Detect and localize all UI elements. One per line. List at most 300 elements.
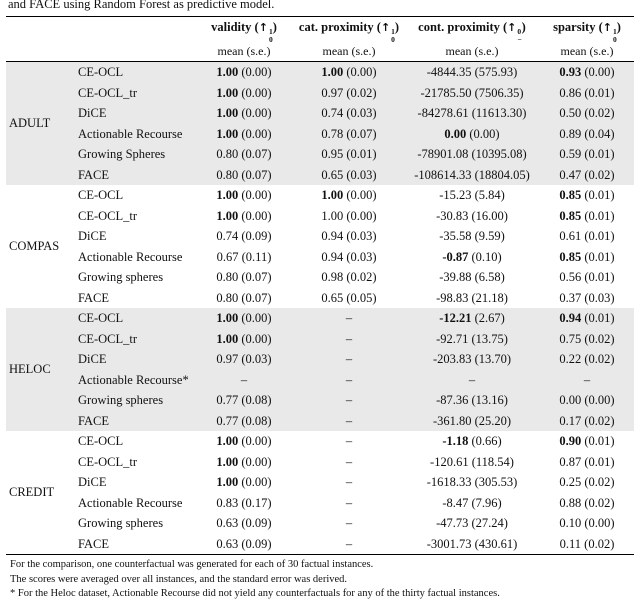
metric-mean: -84278.61 (417, 106, 469, 121)
metric-mean: 0.77 (216, 393, 239, 408)
metric-cell (540, 329, 634, 350)
metric-cell (540, 472, 634, 493)
metric-mean: 0.98 (321, 270, 344, 285)
arrow-bounds: 0 − (517, 26, 522, 44)
metric-cell (540, 411, 634, 432)
method-name: FACE (74, 165, 194, 186)
metric-mean: 0.86 (559, 85, 582, 100)
metric-cell (294, 329, 404, 350)
metric-mean: -4844.35 (426, 65, 472, 80)
arrow-bounds: 1 0 (612, 26, 617, 44)
metric-mean: – (468, 372, 476, 387)
metric-cell (294, 390, 404, 411)
metric-mean: 1.00 (216, 311, 239, 326)
metric-cell (194, 185, 294, 206)
metric-se: (430.61) (471, 536, 518, 551)
metric-se: (0.00) (238, 208, 272, 223)
footnotes-section (10, 558, 634, 601)
table-row (6, 267, 634, 288)
metric-cell (294, 534, 404, 555)
metric-se: (0.00) (238, 311, 272, 326)
metric-mean: -12.21 (439, 311, 472, 326)
metric-mean: 0.63 (216, 516, 239, 531)
metric-mean: -1618.33 (426, 475, 472, 490)
metric-se: (0.02) (581, 413, 615, 428)
metric-mean: 0.25 (559, 475, 582, 490)
column-header-validity (194, 16, 294, 62)
metric-cell (294, 185, 404, 206)
metric-mean: – (345, 311, 353, 326)
metric-se: (0.10) (468, 249, 502, 264)
column-subtitle: mean (s.e.) (322, 44, 376, 59)
metric-cell (194, 329, 294, 350)
method-name: CE-OCL (78, 434, 124, 449)
metric-mean: 1.00 (216, 85, 239, 100)
metric-se: (305.53) (471, 475, 518, 490)
metric-se: (0.03) (581, 290, 615, 305)
metric-cell (194, 534, 294, 555)
metric-cell (194, 62, 294, 83)
metric-mean: -0.87 (442, 249, 469, 264)
metric-se: (0.00) (238, 434, 272, 449)
method-name: CE-OCL (74, 308, 194, 329)
metric-se: (0.08) (238, 413, 272, 428)
metric-mean: 0.83 (216, 495, 239, 510)
metric-mean: 0.88 (559, 495, 582, 510)
metric-cell (540, 267, 634, 288)
metric-cell (404, 411, 540, 432)
column-title: sparsity (↑ 1 0 ) (553, 19, 621, 44)
metric-cell (194, 206, 294, 227)
metric-mean: – (583, 372, 591, 387)
metric-cell (404, 390, 540, 411)
metric-mean: 0.56 (559, 270, 582, 285)
metric-se: (0.00) (581, 393, 615, 408)
metric-se: (13.70) (471, 352, 512, 367)
metric-cell (194, 452, 294, 473)
table-row (6, 226, 634, 247)
metric-cell (194, 226, 294, 247)
table-row (6, 390, 634, 411)
method-name: DiCE (78, 475, 107, 490)
metric-mean: -3001.73 (426, 536, 472, 551)
metric-mean: 0.17 (559, 413, 582, 428)
metric-mean: -108614.33 (414, 167, 472, 182)
metric-cell (404, 513, 540, 534)
metric-mean: 0.94 (559, 311, 582, 326)
metric-se: (0.01) (581, 188, 615, 203)
metric-mean: 0.85 (559, 208, 582, 223)
metric-se: (0.07) (238, 147, 272, 162)
metric-mean: 0.80 (216, 167, 239, 182)
metric-mean: – (345, 393, 353, 408)
metric-mean: 0.00 (559, 393, 582, 408)
metric-cell (294, 349, 404, 370)
metric-se: (0.00) (343, 188, 377, 203)
metric-cell (540, 431, 634, 452)
table-row (6, 144, 634, 165)
metric-mean: 0.77 (216, 413, 239, 428)
table-row (6, 534, 634, 555)
metric-cell (294, 247, 404, 268)
metric-se: (11613.30) (468, 106, 527, 121)
metric-cell (540, 124, 634, 145)
metric-se: (7506.35) (471, 85, 524, 100)
metric-se: (0.02) (581, 167, 615, 182)
metric-cell (294, 206, 404, 227)
metric-se: (0.00) (238, 188, 272, 203)
metric-cell (540, 493, 634, 514)
metric-mean: 1.00 (216, 331, 239, 346)
metric-cell (540, 144, 634, 165)
table-row (6, 206, 634, 227)
metric-se: (0.07) (238, 270, 272, 285)
metric-se: (0.01) (581, 208, 615, 223)
metric-se: (0.03) (343, 167, 377, 182)
table-body (6, 62, 634, 555)
method-name: DiCE (74, 103, 194, 124)
method-name: CE-OCL_tr (78, 454, 138, 469)
dataset-label: HELOC (6, 308, 74, 431)
results-table (6, 16, 634, 556)
arrow-bounds: 1 0 (268, 26, 273, 44)
metric-mean: 0.75 (559, 331, 582, 346)
metric-cell (194, 431, 294, 452)
metric-mean: 0.97 (216, 352, 239, 367)
method-name: CE-OCL (74, 62, 194, 83)
metric-se: (0.03) (343, 106, 377, 121)
metric-mean: -8.47 (442, 495, 469, 510)
metric-cell (404, 83, 540, 104)
metric-cell (540, 513, 634, 534)
table-row (6, 411, 634, 432)
metric-cell (194, 513, 294, 534)
metric-mean: -92.71 (436, 331, 469, 346)
metric-cell (404, 329, 540, 350)
method-name: Growing spheres (74, 390, 194, 411)
metric-cell (294, 144, 404, 165)
up-arrow-icon: ↑ (507, 20, 517, 34)
metric-se: (2.67) (471, 311, 505, 326)
metric-se: (0.01) (343, 147, 377, 162)
metric-se: (0.00) (238, 331, 272, 346)
metric-se: (575.93) (471, 65, 518, 80)
metric-mean: 1.00 (321, 208, 344, 223)
footnote-line: For the comparison, one counterfactual was generated for each of 30 factual instances. (10, 559, 374, 571)
metric-mean: 0.65 (321, 290, 344, 305)
metric-mean: 0.74 (216, 229, 239, 244)
dataset-label: ADULT (6, 62, 74, 186)
metric-mean: – (345, 413, 353, 428)
metric-se: (7.96) (468, 495, 502, 510)
method-name: CE-OCL_tr (78, 208, 138, 223)
metric-cell (404, 308, 540, 329)
metric-se: (25.20) (471, 413, 512, 428)
metric-mean: 0.67 (216, 249, 239, 264)
metric-cell (540, 247, 634, 268)
metric-cell (294, 288, 404, 309)
metric-mean: 0.90 (559, 434, 582, 449)
metric-se: (0.00) (238, 454, 272, 469)
metric-mean: 0.22 (559, 352, 582, 367)
method-name: CE-OCL (78, 188, 124, 203)
metric-cell (404, 431, 540, 452)
metric-mean: 0.94 (321, 229, 344, 244)
metric-mean: 1.00 (216, 65, 239, 80)
metric-se: (0.00) (238, 475, 272, 490)
metric-se: (0.02) (581, 495, 615, 510)
metric-se: (0.01) (581, 229, 615, 244)
table-row (6, 103, 634, 124)
metric-cell (194, 165, 294, 186)
metric-cell (404, 165, 540, 186)
metric-cell (404, 247, 540, 268)
metric-mean: 0.74 (321, 106, 344, 121)
column-header-sparsity (540, 16, 634, 62)
metric-cell (404, 288, 540, 309)
metric-cell (404, 124, 540, 145)
metric-se: (10395.08) (468, 147, 527, 162)
metric-mean: -361.80 (432, 413, 472, 428)
metric-cell (540, 165, 634, 186)
metric-mean: – (240, 372, 248, 387)
up-arrow-icon: ↑ (380, 20, 391, 34)
table-row (6, 185, 634, 206)
metric-cell (194, 144, 294, 165)
table-row (6, 83, 634, 104)
metric-cell (194, 267, 294, 288)
table-row (6, 472, 634, 493)
metric-se: (0.07) (238, 290, 272, 305)
metric-mean: 0.61 (559, 229, 582, 244)
up-arrow-icon: ↑ (258, 20, 268, 34)
metric-se: (0.00) (238, 65, 272, 80)
table-row (6, 247, 634, 268)
column-header-cat-proximity (294, 16, 404, 62)
metric-se: (0.01) (581, 85, 615, 100)
metric-se: (0.00) (466, 126, 500, 141)
metric-cell (404, 534, 540, 555)
metric-mean: 1.00 (216, 208, 239, 223)
metric-cell (540, 62, 634, 83)
metric-mean: – (345, 536, 353, 551)
metric-cell (294, 83, 404, 104)
metric-cell (194, 390, 294, 411)
metric-mean: 0.85 (559, 188, 582, 203)
method-name: CE-OCL_tr (74, 329, 194, 350)
metric-cell (404, 452, 540, 473)
metric-se: (0.02) (581, 106, 615, 121)
method-name: Actionable Recourse (74, 124, 194, 145)
metric-mean: 1.00 (321, 188, 344, 203)
column-title: cat. proximity (↑ 1 0 ) (298, 19, 400, 44)
metric-mean: 0.65 (321, 167, 344, 182)
metric-cell (294, 124, 404, 145)
metric-cell (404, 493, 540, 514)
metric-se: (0.08) (238, 393, 272, 408)
table-row (6, 124, 634, 145)
metric-mean: -1.18 (442, 434, 469, 449)
metric-mean: 1.00 (216, 106, 239, 121)
metric-cell (404, 349, 540, 370)
footnote-line: * For the Heloc dataset, Actionable Recourse did not yield any counterfactuals for any of the thirty factual instances. (10, 587, 500, 599)
metric-cell (194, 308, 294, 329)
metric-se: (0.01) (581, 147, 615, 162)
metric-mean: 0.97 (321, 85, 344, 100)
metric-se: (0.00) (238, 85, 272, 100)
method-name: CE-OCL_tr (74, 83, 194, 104)
dataset-label: COMPAS (9, 239, 60, 254)
metric-mean: 0.78 (321, 126, 344, 141)
metric-cell (194, 472, 294, 493)
metric-se: (0.04) (581, 126, 615, 141)
metric-cell (294, 267, 404, 288)
metric-mean: – (345, 495, 353, 510)
dataset-label: CREDIT (9, 485, 55, 500)
metric-se: (0.00) (238, 106, 272, 121)
arrow-bounds: 1 0 (391, 26, 395, 44)
metric-cell (404, 206, 540, 227)
metric-mean: – (345, 331, 353, 346)
method-name: DiCE (78, 229, 107, 244)
table-row (6, 288, 634, 309)
metric-se: (13.75) (468, 331, 508, 346)
metric-se: (16.00) (468, 208, 508, 223)
metric-cell (194, 370, 294, 391)
metric-mean: 1.00 (321, 65, 344, 80)
metric-se: (0.00) (343, 65, 377, 80)
up-arrow-icon: ↑ (602, 20, 612, 34)
metric-cell (194, 103, 294, 124)
metric-cell (404, 185, 540, 206)
metric-se: (0.00) (581, 65, 615, 80)
method-name: FACE (74, 411, 194, 432)
metric-se: (0.02) (581, 352, 615, 367)
metric-mean: 0.00 (444, 126, 467, 141)
metric-se: (0.01) (581, 311, 615, 326)
metric-se: (0.01) (581, 270, 615, 285)
metric-se: (0.09) (238, 516, 272, 531)
metric-mean: – (345, 434, 353, 449)
metric-mean: -87.36 (436, 393, 469, 408)
method-name: DiCE (74, 349, 194, 370)
metric-mean: 1.00 (216, 188, 239, 203)
metric-se: (0.01) (581, 454, 615, 469)
method-name: FACE (78, 536, 110, 551)
metric-mean: 0.50 (559, 106, 582, 121)
metric-cell (540, 185, 634, 206)
metric-mean: 0.10 (559, 516, 582, 531)
metric-cell (540, 534, 634, 555)
metric-mean: 0.59 (559, 147, 582, 162)
metric-mean: 0.63 (216, 536, 239, 551)
header-row (6, 16, 634, 62)
metric-mean: -21785.50 (420, 85, 472, 100)
metric-cell (540, 288, 634, 309)
metric-cell (194, 124, 294, 145)
metric-cell (294, 513, 404, 534)
column-header-cont-proximity (404, 16, 540, 62)
metric-se: (0.02) (581, 331, 615, 346)
metric-se: (0.03) (238, 352, 272, 367)
column-subtitle: mean (s.e.) (217, 44, 271, 59)
metric-cell (540, 390, 634, 411)
table-row (6, 62, 634, 83)
metric-se: (0.00) (238, 126, 272, 141)
metric-cell (194, 83, 294, 104)
metric-se: (118.54) (468, 454, 514, 469)
metric-cell (540, 206, 634, 227)
metric-cell (294, 103, 404, 124)
method-name: FACE (78, 290, 110, 305)
metric-cell (404, 267, 540, 288)
metric-se: (0.02) (581, 536, 615, 551)
metric-mean: 0.80 (216, 290, 239, 305)
metric-mean: 1.00 (216, 475, 239, 490)
table-row (6, 431, 634, 452)
metric-mean: – (345, 475, 353, 490)
metric-mean: -30.83 (436, 208, 469, 223)
metric-cell (294, 493, 404, 514)
metric-mean: 0.37 (559, 290, 582, 305)
metric-se: (0.05) (343, 290, 377, 305)
metric-se: (5.84) (471, 188, 505, 203)
metric-se: (0.03) (343, 249, 377, 264)
metric-mean: -47.73 (436, 516, 469, 531)
metric-mean: – (345, 372, 353, 387)
column-subtitle: mean (s.e.) (445, 44, 499, 59)
method-name: Growing spheres (78, 516, 164, 531)
metric-mean: – (345, 516, 353, 531)
metric-cell (540, 370, 634, 391)
table-row (6, 165, 634, 186)
metric-cell (404, 103, 540, 124)
metric-se: (0.09) (238, 229, 272, 244)
metric-se: (27.24) (468, 516, 508, 531)
metric-cell (540, 83, 634, 104)
table-row (6, 452, 634, 473)
metric-cell (294, 62, 404, 83)
metric-mean: -35.58 (439, 229, 472, 244)
footnote-line: The scores were averaged over all instances, and the standard error was derived. (10, 573, 348, 585)
metric-mean: 0.11 (559, 536, 582, 551)
metric-mean: -78901.08 (417, 147, 469, 162)
metric-mean: 0.94 (321, 249, 344, 264)
metric-se: (0.07) (343, 126, 377, 141)
metric-cell (404, 370, 540, 391)
table-row (6, 513, 634, 534)
metric-se: (18804.05) (471, 167, 530, 182)
metric-cell (294, 226, 404, 247)
metric-mean: 1.00 (216, 454, 239, 469)
metric-mean: 0.47 (559, 167, 582, 182)
metric-cell (540, 452, 634, 473)
metric-cell (294, 411, 404, 432)
method-name: Actionable Recourse (78, 249, 183, 264)
metric-cell (540, 308, 634, 329)
metric-mean: 0.85 (559, 249, 582, 264)
metric-cell (404, 62, 540, 83)
metric-mean: 1.00 (216, 434, 239, 449)
metric-cell (404, 472, 540, 493)
method-name: Growing spheres (78, 270, 164, 285)
metric-mean: 0.93 (559, 65, 582, 80)
metric-cell (194, 349, 294, 370)
metric-mean: -120.61 (430, 454, 469, 469)
metric-cell (404, 226, 540, 247)
metric-se: (0.03) (343, 229, 377, 244)
metric-mean: -15.23 (439, 188, 472, 203)
